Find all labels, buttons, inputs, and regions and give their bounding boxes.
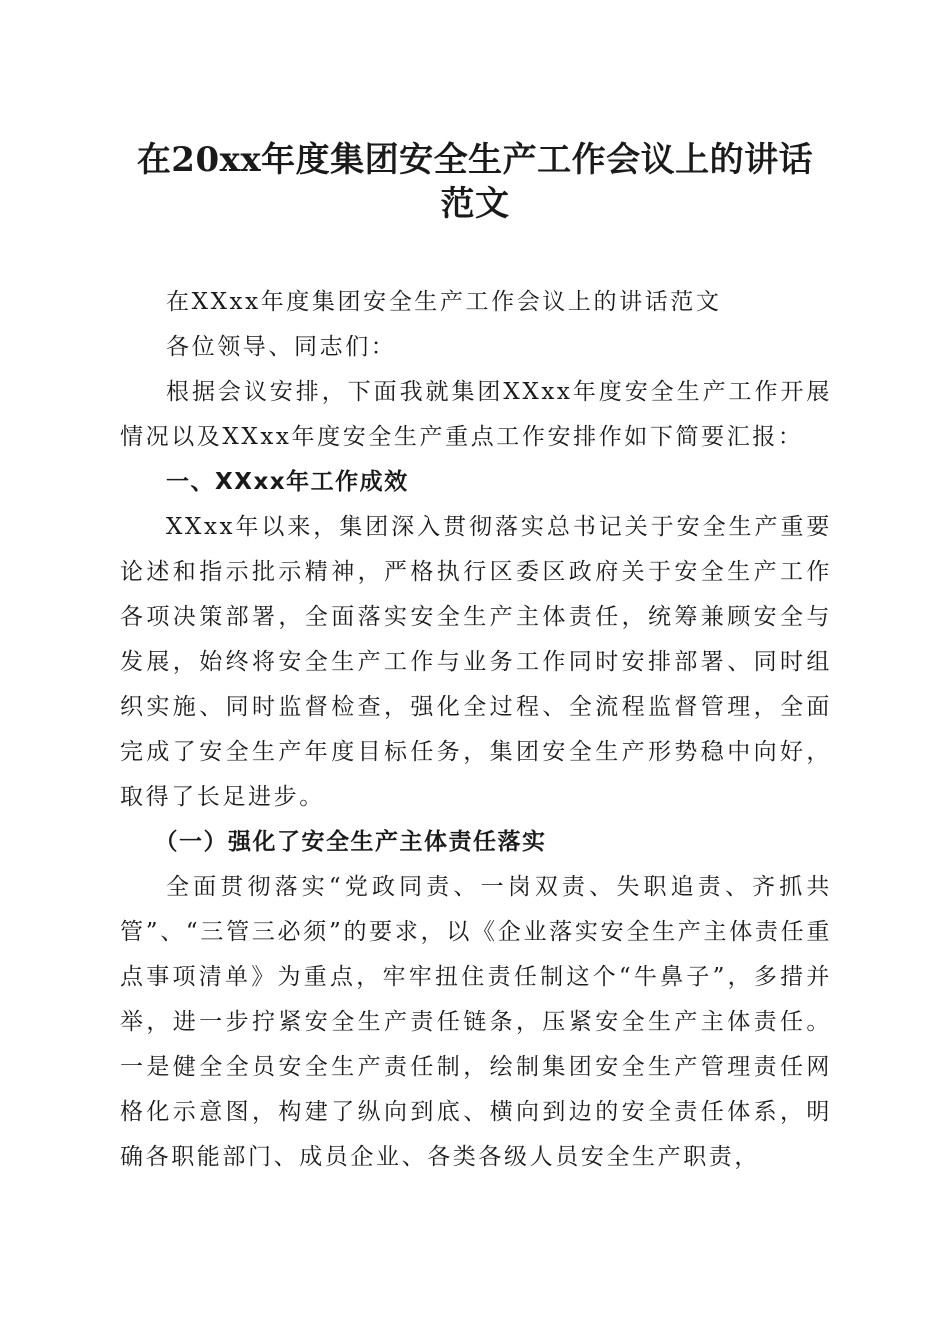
intro-paragraph: 根据会议安排，下面我就集团XXxx年度安全生产工作开展情况以及XXxx年度安全生产重点工作安排作如下简要汇报： <box>120 379 832 450</box>
document-title <box>100 138 850 226</box>
section-heading-1: 一、XXxx年工作成效 <box>166 469 409 495</box>
body-paragraph: XXxx年以来，集团深入贯彻落实总书记关于安全生产重要论述和指示批示精神，严格执行区委区政府关于安全生产工作各项决策部署，全面落实安全生产主体责任，统筹兼顾安全与发展，始终将安全生产工作与业务工作同时安排部署、同时组织实施、同时监督检查，强化全过程、全流程监督管理，全面完成了安全生产年度目标任务，集团安全生产形势稳中向好，取得了长足进步。 <box>120 514 832 810</box>
document-body <box>120 280 832 1180</box>
subtitle-paragraph: 在XXxx年度集团安全生产工作会议上的讲话范文 <box>166 289 722 315</box>
title-line-2: 范文 <box>440 184 510 224</box>
salutation-paragraph: 各位领导、同志们： <box>166 334 397 360</box>
title-line-1: 在20xx年度集团安全生产工作会议上的讲话 <box>136 140 814 180</box>
body-paragraph: 全面贯彻落实“党政同责、一岗双责、失职追责、齐抓共管”、“三管三必须”的要求，以《企业落实安全生产主体责任重点事项清单》为重点，牢牢扭住责任制这个“牛鼻子”，多措并举，进一步拧紧安全生产责任链条，压紧安全生产主体责任。一是健全全员安全生产责任制，绘制集团安全生产管理责任网格化示意图，构建了纵向到底、横向到边的安全责任体系，明确各职能部门、成员企业、各类各级人员安全生产职责， <box>120 874 832 1170</box>
subsection-heading-1: （一）强化了安全生产主体责任落实 <box>154 829 547 855</box>
